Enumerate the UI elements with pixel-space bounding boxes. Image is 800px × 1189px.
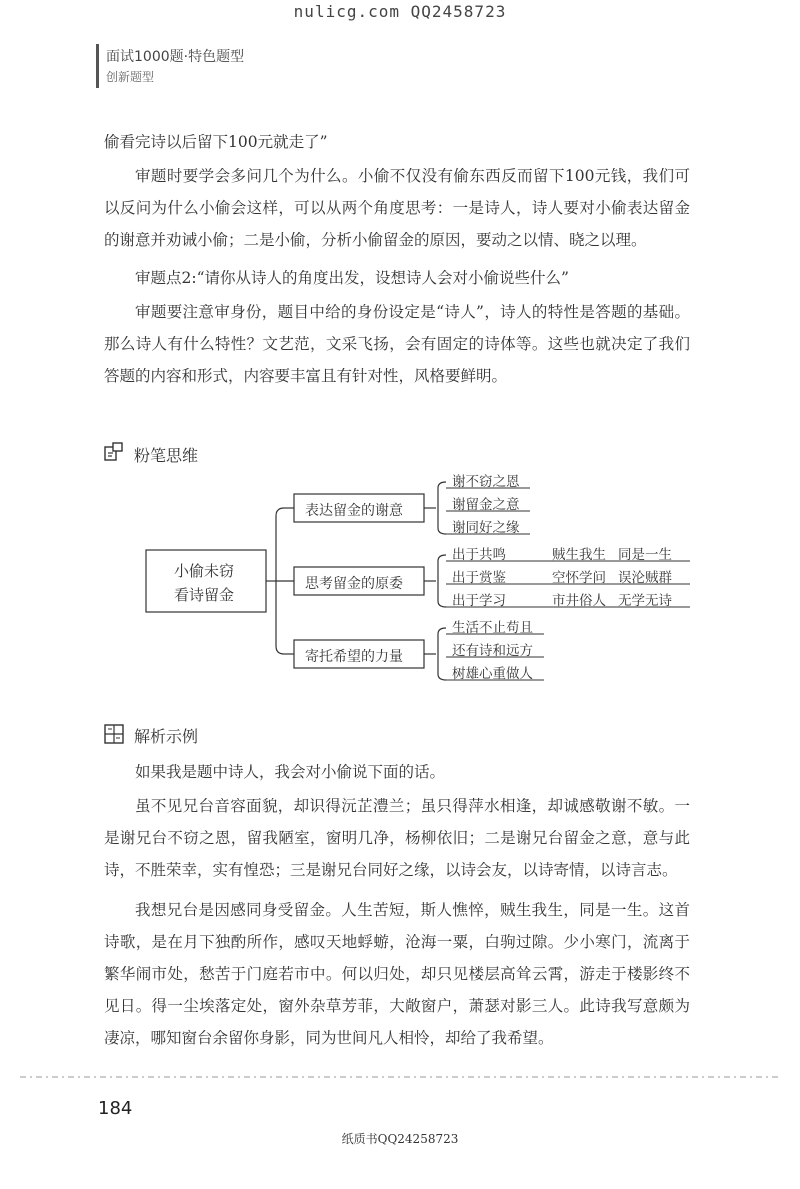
review-point-2: 审题点2:“请你从诗人的角度出发，设想诗人会对小偷说些什么” bbox=[135, 269, 569, 287]
top-watermark: nulicg.com QQ2458723 bbox=[293, 2, 507, 21]
mindmap-leaf: 谢不窃之恩 bbox=[452, 474, 520, 490]
mindmap-branch-2: 思考留金的原委 bbox=[305, 576, 403, 592]
example-section-title: 解析示例 bbox=[134, 727, 199, 746]
mindmap-leaf: 谢留金之意 bbox=[452, 497, 520, 513]
header-accent-bar bbox=[96, 44, 99, 88]
mindmap-leaf: 生活不止苟且 bbox=[452, 620, 533, 636]
mindmap-section-title: 粉笔思维 bbox=[134, 446, 199, 465]
example-paragraph-3: 我想兄台是因感同身受留金。人生苦短，斯人憔悴，贼生我生，同是一生。这首诗歌，是在月下独酌所作，感叹天地蜉蝣，沧海一粟，白驹过隙。少小寒门，流离于繁华闹市处，愁苦于门庭若市中。何以归处，却只见楼层高耸云霄，游走于楼影终不见日。得一尘埃落定处，窗外杂草芳菲，大敞窗户，萧瑟对影三人。此诗我写意颇为凄凉，哪知窗台余留你身影，同为世间凡人相怜，却给了我希望。 bbox=[104, 901, 690, 1047]
scan-noise-line bbox=[0, 1074, 800, 1080]
mindmap-leaf: 贼生我生 bbox=[552, 547, 606, 563]
mindmap-leaf: 树雄心重做人 bbox=[452, 666, 533, 682]
mindmap-leaf: 出于赏鉴 bbox=[452, 570, 506, 586]
mindmap-leaf: 市井俗人 bbox=[552, 593, 606, 609]
example-paragraph-1: 如果我是题中诗人，我会对小偷说下面的话。 bbox=[135, 763, 446, 781]
mindmap-root-line-1: 小偷未窃 bbox=[174, 562, 235, 580]
mindmap-leaf: 出于学习 bbox=[452, 593, 506, 609]
mindmap-diagram bbox=[0, 468, 800, 688]
page-number: 184 bbox=[98, 1098, 133, 1119]
example-grid-icon bbox=[104, 724, 124, 744]
mindmap-leaf: 误沦贼群 bbox=[618, 570, 672, 586]
mindmap-leaf: 还有诗和远方 bbox=[452, 643, 533, 659]
mindmap-leaf: 空怀学问 bbox=[552, 570, 606, 586]
mindmap-leaf: 无学无诗 bbox=[618, 593, 672, 609]
intro-line-end: 偷看完诗以后留下100元就走了” bbox=[104, 133, 328, 151]
intro-paragraph-1: 审题时要学会多问几个为什么。小偷不仅没有偷东西反而留下100元钱，我们可以反问为什么小偷会这样，可以从两个角度思考：一是诗人，诗人要对小偷表达留金的谢意并劝诫小偷；二是小偷，分析小偷留金的原因，要动之以情、晓之以理。 bbox=[104, 167, 690, 249]
mindmap-root-line-2: 看诗留金 bbox=[174, 586, 235, 604]
intro-paragraph-2: 审题要注意审身份，题目中给的身份设定是“诗人”，诗人的特性是答题的基础。那么诗人有什么特性？文艺范，文采飞扬，会有固定的诗体等。这些也就决定了我们答题的内容和形式，内容要丰富且有针对性，风格要鲜明。 bbox=[104, 303, 690, 385]
mindmap-leaf: 谢同好之缘 bbox=[452, 520, 520, 536]
example-paragraph-2: 虽不见兄台音容面貌，却识得沅芷澧兰；虽只得萍水相逢，却诚感敬谢不敏。一是谢兄台不窃之恩，留我陋室，窗明几净，杨柳依旧；二是谢兄台留金之意，意与此诗，不胜荣幸，实有惶恐；三是谢兄台同好之缘，以诗会友，以诗寄情，以诗言志。 bbox=[104, 797, 690, 879]
mindmap-icon bbox=[104, 442, 124, 462]
chapter-subtitle: 创新题型 bbox=[106, 70, 155, 84]
mindmap-leaf: 同是一生 bbox=[618, 547, 672, 563]
book-title: 面试1000题·特色题型 bbox=[106, 49, 245, 65]
bottom-watermark: 纸质书QQ24258723 bbox=[341, 1132, 459, 1146]
mindmap-branch-1: 表达留金的谢意 bbox=[305, 503, 403, 519]
mindmap-leaf: 出于共鸣 bbox=[452, 547, 506, 563]
mindmap-branch-3: 寄托希望的力量 bbox=[305, 649, 403, 665]
